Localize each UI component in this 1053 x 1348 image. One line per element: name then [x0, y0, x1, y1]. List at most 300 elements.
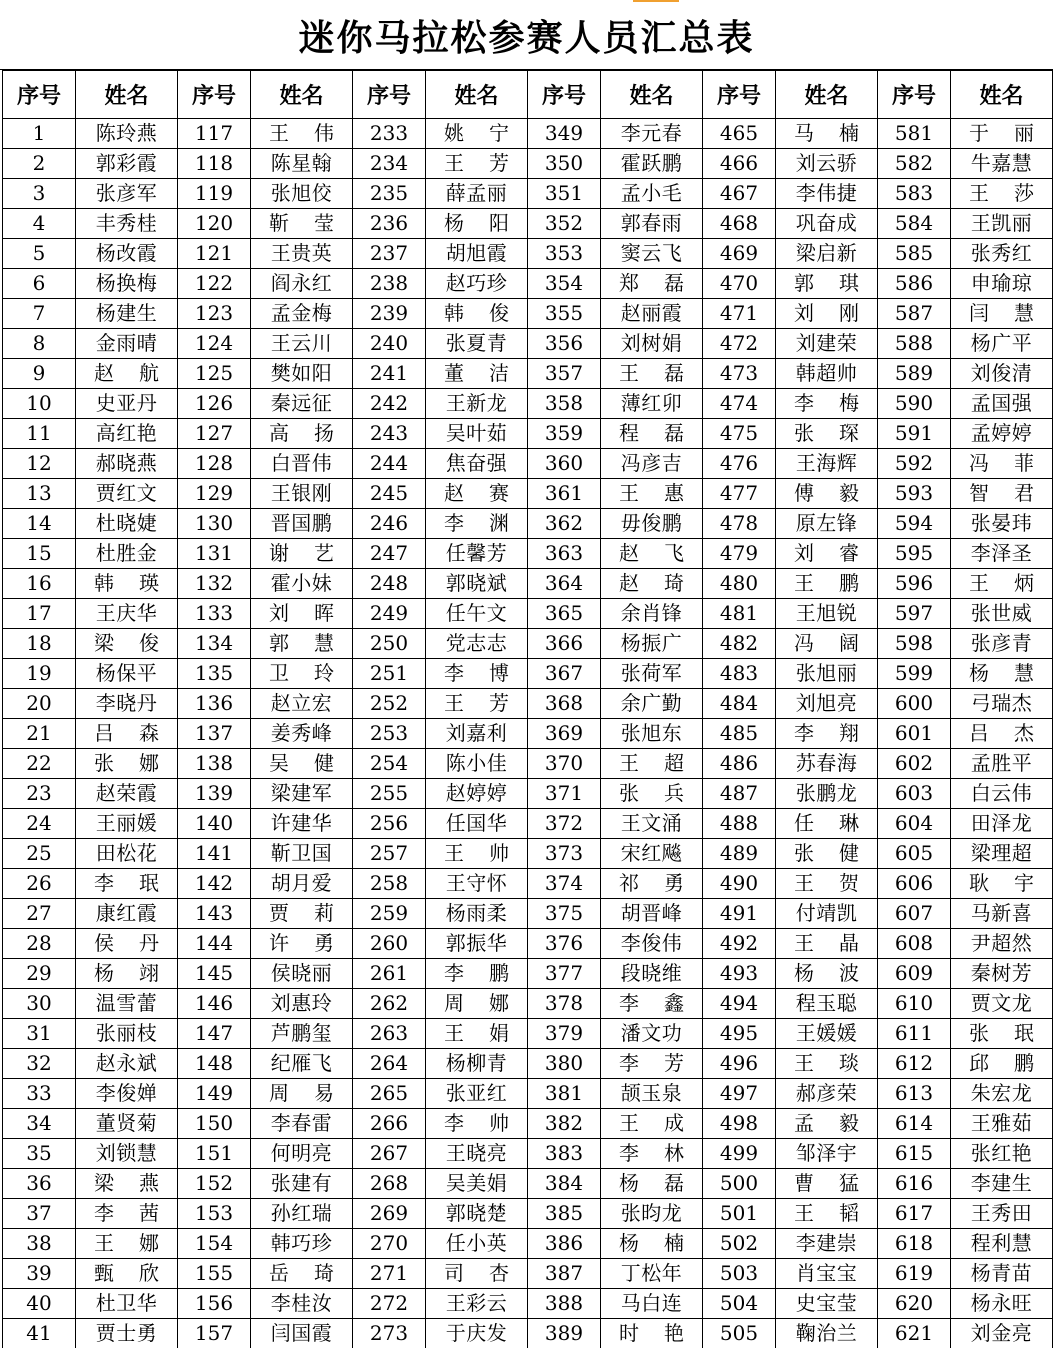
- name-cell[interactable]: 张昀龙: [601, 1199, 703, 1229]
- number-cell[interactable]: 142: [178, 869, 251, 899]
- name-cell[interactable]: 李桂汝: [251, 1289, 353, 1319]
- name-cell[interactable]: 冯彦吉: [601, 449, 703, 479]
- name-cell[interactable]: 侯丹: [76, 929, 178, 959]
- name-cell[interactable]: 韩俊: [426, 299, 528, 329]
- number-cell[interactable]: 599: [878, 659, 951, 689]
- name-cell[interactable]: 王银刚: [251, 479, 353, 509]
- name-cell[interactable]: 杜晓婕: [76, 509, 178, 539]
- number-cell[interactable]: 242: [353, 389, 426, 419]
- name-cell[interactable]: 董贤菊: [76, 1109, 178, 1139]
- name-cell[interactable]: 杨青苗: [951, 1259, 1053, 1289]
- number-cell[interactable]: 615: [878, 1139, 951, 1169]
- number-cell[interactable]: 378: [528, 989, 601, 1019]
- number-cell[interactable]: 352: [528, 209, 601, 239]
- number-cell[interactable]: 7: [3, 299, 76, 329]
- number-cell[interactable]: 601: [878, 719, 951, 749]
- name-cell[interactable]: 芦鹏玺: [251, 1019, 353, 1049]
- number-cell[interactable]: 132: [178, 569, 251, 599]
- number-cell[interactable]: 620: [878, 1289, 951, 1319]
- name-cell[interactable]: 王海辉: [776, 449, 878, 479]
- name-cell[interactable]: 王芳: [426, 689, 528, 719]
- number-cell[interactable]: 25: [3, 839, 76, 869]
- number-cell[interactable]: 37: [3, 1199, 76, 1229]
- number-cell[interactable]: 263: [353, 1019, 426, 1049]
- number-cell[interactable]: 137: [178, 719, 251, 749]
- name-cell[interactable]: 王新龙: [426, 389, 528, 419]
- number-cell[interactable]: 22: [3, 749, 76, 779]
- name-cell[interactable]: 纪雁飞: [251, 1049, 353, 1079]
- number-cell[interactable]: 381: [528, 1079, 601, 1109]
- number-cell[interactable]: 244: [353, 449, 426, 479]
- number-cell[interactable]: 258: [353, 869, 426, 899]
- number-cell[interactable]: 272: [353, 1289, 426, 1319]
- name-cell[interactable]: 李俊伟: [601, 929, 703, 959]
- name-cell[interactable]: 赵航: [76, 359, 178, 389]
- number-cell[interactable]: 143: [178, 899, 251, 929]
- name-cell[interactable]: 谢艺: [251, 539, 353, 569]
- number-cell[interactable]: 376: [528, 929, 601, 959]
- name-cell[interactable]: 颉玉泉: [601, 1079, 703, 1109]
- number-cell[interactable]: 389: [528, 1319, 601, 1348]
- name-cell[interactable]: 傅毅: [776, 479, 878, 509]
- number-cell[interactable]: 595: [878, 539, 951, 569]
- name-cell[interactable]: 赵婷婷: [426, 779, 528, 809]
- number-cell[interactable]: 485: [703, 719, 776, 749]
- number-cell[interactable]: 467: [703, 179, 776, 209]
- name-cell[interactable]: 张荷军: [601, 659, 703, 689]
- number-cell[interactable]: 265: [353, 1079, 426, 1109]
- name-cell[interactable]: 梁启新: [776, 239, 878, 269]
- name-cell[interactable]: 陈小佳: [426, 749, 528, 779]
- name-cell[interactable]: 郭振华: [426, 929, 528, 959]
- number-cell[interactable]: 489: [703, 839, 776, 869]
- number-cell[interactable]: 117: [178, 119, 251, 149]
- number-cell[interactable]: 617: [878, 1199, 951, 1229]
- name-cell[interactable]: 于丽: [951, 119, 1053, 149]
- name-cell[interactable]: 赵荣霞: [76, 779, 178, 809]
- name-cell[interactable]: 李俊婵: [76, 1079, 178, 1109]
- number-cell[interactable]: 28: [3, 929, 76, 959]
- column-header-name[interactable]: 姓名: [426, 71, 528, 119]
- name-cell[interactable]: 孟金梅: [251, 299, 353, 329]
- number-cell[interactable]: 144: [178, 929, 251, 959]
- name-cell[interactable]: 李鹏: [426, 959, 528, 989]
- column-header-name[interactable]: 姓名: [601, 71, 703, 119]
- number-cell[interactable]: 598: [878, 629, 951, 659]
- number-cell[interactable]: 499: [703, 1139, 776, 1169]
- number-cell[interactable]: 20: [3, 689, 76, 719]
- number-cell[interactable]: 618: [878, 1229, 951, 1259]
- name-cell[interactable]: 王莎: [951, 179, 1053, 209]
- number-cell[interactable]: 364: [528, 569, 601, 599]
- number-cell[interactable]: 13: [3, 479, 76, 509]
- name-cell[interactable]: 白云伟: [951, 779, 1053, 809]
- number-cell[interactable]: 17: [3, 599, 76, 629]
- name-cell[interactable]: 秦远征: [251, 389, 353, 419]
- number-cell[interactable]: 590: [878, 389, 951, 419]
- number-cell[interactable]: 245: [353, 479, 426, 509]
- number-cell[interactable]: 596: [878, 569, 951, 599]
- name-cell[interactable]: 赵琦: [601, 569, 703, 599]
- name-cell[interactable]: 贾士勇: [76, 1319, 178, 1348]
- name-cell[interactable]: 秦树芳: [951, 959, 1053, 989]
- name-cell[interactable]: 李晓丹: [76, 689, 178, 719]
- name-cell[interactable]: 吕杰: [951, 719, 1053, 749]
- name-cell[interactable]: 刘惠玲: [251, 989, 353, 1019]
- number-cell[interactable]: 600: [878, 689, 951, 719]
- name-cell[interactable]: 韩瑛: [76, 569, 178, 599]
- name-cell[interactable]: 郭琪: [776, 269, 878, 299]
- name-cell[interactable]: 李博: [426, 659, 528, 689]
- name-cell[interactable]: 郝晓燕: [76, 449, 178, 479]
- name-cell[interactable]: 许建华: [251, 809, 353, 839]
- number-cell[interactable]: 262: [353, 989, 426, 1019]
- number-cell[interactable]: 611: [878, 1019, 951, 1049]
- number-cell[interactable]: 14: [3, 509, 76, 539]
- number-cell[interactable]: 256: [353, 809, 426, 839]
- name-cell[interactable]: 阎永红: [251, 269, 353, 299]
- name-cell[interactable]: 张建有: [251, 1169, 353, 1199]
- name-cell[interactable]: 王芳: [426, 149, 528, 179]
- number-cell[interactable]: 359: [528, 419, 601, 449]
- number-cell[interactable]: 373: [528, 839, 601, 869]
- name-cell[interactable]: 王贺: [776, 869, 878, 899]
- number-cell[interactable]: 41: [3, 1319, 76, 1348]
- name-cell[interactable]: 郑磊: [601, 269, 703, 299]
- number-cell[interactable]: 253: [353, 719, 426, 749]
- number-cell[interactable]: 24: [3, 809, 76, 839]
- number-cell[interactable]: 153: [178, 1199, 251, 1229]
- number-cell[interactable]: 363: [528, 539, 601, 569]
- number-cell[interactable]: 29: [3, 959, 76, 989]
- name-cell[interactable]: 王贵英: [251, 239, 353, 269]
- name-cell[interactable]: 于庆发: [426, 1319, 528, 1348]
- name-cell[interactable]: 余广勤: [601, 689, 703, 719]
- number-cell[interactable]: 478: [703, 509, 776, 539]
- name-cell[interactable]: 张兵: [601, 779, 703, 809]
- number-cell[interactable]: 259: [353, 899, 426, 929]
- number-cell[interactable]: 255: [353, 779, 426, 809]
- number-cell[interactable]: 370: [528, 749, 601, 779]
- number-cell[interactable]: 129: [178, 479, 251, 509]
- name-cell[interactable]: 刘晖: [251, 599, 353, 629]
- name-cell[interactable]: 牛嘉慧: [951, 149, 1053, 179]
- name-cell[interactable]: 王云川: [251, 329, 353, 359]
- number-cell[interactable]: 589: [878, 359, 951, 389]
- name-cell[interactable]: 原左锋: [776, 509, 878, 539]
- number-cell[interactable]: 497: [703, 1079, 776, 1109]
- name-cell[interactable]: 程玉聪: [776, 989, 878, 1019]
- number-cell[interactable]: 254: [353, 749, 426, 779]
- number-cell[interactable]: 269: [353, 1199, 426, 1229]
- number-cell[interactable]: 597: [878, 599, 951, 629]
- name-cell[interactable]: 胡晋峰: [601, 899, 703, 929]
- name-cell[interactable]: 董洁: [426, 359, 528, 389]
- name-cell[interactable]: 杨雨柔: [426, 899, 528, 929]
- number-cell[interactable]: 119: [178, 179, 251, 209]
- name-cell[interactable]: 王庆华: [76, 599, 178, 629]
- number-cell[interactable]: 251: [353, 659, 426, 689]
- number-cell[interactable]: 128: [178, 449, 251, 479]
- name-cell[interactable]: 胡旭霞: [426, 239, 528, 269]
- number-cell[interactable]: 11: [3, 419, 76, 449]
- name-cell[interactable]: 杨保平: [76, 659, 178, 689]
- number-cell[interactable]: 2: [3, 149, 76, 179]
- name-cell[interactable]: 霍小妹: [251, 569, 353, 599]
- name-cell[interactable]: 吴美娟: [426, 1169, 528, 1199]
- name-cell[interactable]: 刘树娟: [601, 329, 703, 359]
- number-cell[interactable]: 468: [703, 209, 776, 239]
- name-cell[interactable]: 王媛媛: [776, 1019, 878, 1049]
- number-cell[interactable]: 380: [528, 1049, 601, 1079]
- number-cell[interactable]: 16: [3, 569, 76, 599]
- number-cell[interactable]: 4: [3, 209, 76, 239]
- number-cell[interactable]: 271: [353, 1259, 426, 1289]
- name-cell[interactable]: 孟小毛: [601, 179, 703, 209]
- name-cell[interactable]: 靳莹: [251, 209, 353, 239]
- number-cell[interactable]: 614: [878, 1109, 951, 1139]
- name-cell[interactable]: 张鹏龙: [776, 779, 878, 809]
- number-cell[interactable]: 1: [3, 119, 76, 149]
- number-cell[interactable]: 503: [703, 1259, 776, 1289]
- number-cell[interactable]: 504: [703, 1289, 776, 1319]
- number-cell[interactable]: 248: [353, 569, 426, 599]
- number-cell[interactable]: 350: [528, 149, 601, 179]
- number-cell[interactable]: 605: [878, 839, 951, 869]
- name-cell[interactable]: 李帅: [426, 1109, 528, 1139]
- number-cell[interactable]: 477: [703, 479, 776, 509]
- name-cell[interactable]: 李建崇: [776, 1229, 878, 1259]
- number-cell[interactable]: 500: [703, 1169, 776, 1199]
- name-cell[interactable]: 张世威: [951, 599, 1053, 629]
- name-cell[interactable]: 司杏: [426, 1259, 528, 1289]
- number-cell[interactable]: 130: [178, 509, 251, 539]
- name-cell[interactable]: 何明亮: [251, 1139, 353, 1169]
- number-cell[interactable]: 484: [703, 689, 776, 719]
- title-row[interactable]: [0, 0, 1053, 70]
- name-cell[interactable]: 王秀田: [951, 1199, 1053, 1229]
- name-cell[interactable]: 任小英: [426, 1229, 528, 1259]
- name-cell[interactable]: 耿宇: [951, 869, 1053, 899]
- number-cell[interactable]: 353: [528, 239, 601, 269]
- number-cell[interactable]: 123: [178, 299, 251, 329]
- name-cell[interactable]: 李芳: [601, 1049, 703, 1079]
- number-cell[interactable]: 375: [528, 899, 601, 929]
- number-cell[interactable]: 21: [3, 719, 76, 749]
- name-cell[interactable]: 李建生: [951, 1169, 1053, 1199]
- number-cell[interactable]: 252: [353, 689, 426, 719]
- number-cell[interactable]: 592: [878, 449, 951, 479]
- name-cell[interactable]: 刘金亮: [951, 1319, 1053, 1348]
- number-cell[interactable]: 361: [528, 479, 601, 509]
- name-cell[interactable]: 王伟: [251, 119, 353, 149]
- number-cell[interactable]: 374: [528, 869, 601, 899]
- name-cell[interactable]: 余肖锋: [601, 599, 703, 629]
- number-cell[interactable]: 382: [528, 1109, 601, 1139]
- number-cell[interactable]: 23: [3, 779, 76, 809]
- name-cell[interactable]: 马白连: [601, 1289, 703, 1319]
- number-cell[interactable]: 488: [703, 809, 776, 839]
- name-cell[interactable]: 郭晓楚: [426, 1199, 528, 1229]
- name-cell[interactable]: 梁俊: [76, 629, 178, 659]
- number-cell[interactable]: 239: [353, 299, 426, 329]
- name-cell[interactable]: 张秀红: [951, 239, 1053, 269]
- number-cell[interactable]: 584: [878, 209, 951, 239]
- name-cell[interactable]: 张旭佼: [251, 179, 353, 209]
- name-cell[interactable]: 任午文: [426, 599, 528, 629]
- name-cell[interactable]: 孟国强: [951, 389, 1053, 419]
- name-cell[interactable]: 程磊: [601, 419, 703, 449]
- number-cell[interactable]: 12: [3, 449, 76, 479]
- number-cell[interactable]: 246: [353, 509, 426, 539]
- number-cell[interactable]: 582: [878, 149, 951, 179]
- column-header-name[interactable]: 姓名: [251, 71, 353, 119]
- number-cell[interactable]: 135: [178, 659, 251, 689]
- name-cell[interactable]: 李茜: [76, 1199, 178, 1229]
- name-cell[interactable]: 孟胜平: [951, 749, 1053, 779]
- number-cell[interactable]: 241: [353, 359, 426, 389]
- number-cell[interactable]: 368: [528, 689, 601, 719]
- number-cell[interactable]: 9: [3, 359, 76, 389]
- number-cell[interactable]: 384: [528, 1169, 601, 1199]
- number-cell[interactable]: 366: [528, 629, 601, 659]
- name-cell[interactable]: 刘旭亮: [776, 689, 878, 719]
- name-cell[interactable]: 贾红文: [76, 479, 178, 509]
- name-cell[interactable]: 邱鹏: [951, 1049, 1053, 1079]
- number-cell[interactable]: 18: [3, 629, 76, 659]
- number-cell[interactable]: 261: [353, 959, 426, 989]
- number-cell[interactable]: 379: [528, 1019, 601, 1049]
- name-cell[interactable]: 王文涌: [601, 809, 703, 839]
- name-cell[interactable]: 郭慧: [251, 629, 353, 659]
- number-cell[interactable]: 240: [353, 329, 426, 359]
- name-cell[interactable]: 杨波: [776, 959, 878, 989]
- name-cell[interactable]: 孟毅: [776, 1109, 878, 1139]
- name-cell[interactable]: 王鹏: [776, 569, 878, 599]
- number-cell[interactable]: 613: [878, 1079, 951, 1109]
- name-cell[interactable]: 马新喜: [951, 899, 1053, 929]
- number-cell[interactable]: 587: [878, 299, 951, 329]
- name-cell[interactable]: 李渊: [426, 509, 528, 539]
- number-cell[interactable]: 40: [3, 1289, 76, 1319]
- number-cell[interactable]: 469: [703, 239, 776, 269]
- number-cell[interactable]: 156: [178, 1289, 251, 1319]
- number-cell[interactable]: 266: [353, 1109, 426, 1139]
- name-cell[interactable]: 毋俊鹏: [601, 509, 703, 539]
- number-cell[interactable]: 134: [178, 629, 251, 659]
- name-cell[interactable]: 王雅茹: [951, 1109, 1053, 1139]
- name-cell[interactable]: 张红艳: [951, 1139, 1053, 1169]
- number-cell[interactable]: 15: [3, 539, 76, 569]
- number-cell[interactable]: 472: [703, 329, 776, 359]
- number-cell[interactable]: 233: [353, 119, 426, 149]
- number-cell[interactable]: 501: [703, 1199, 776, 1229]
- number-cell[interactable]: 385: [528, 1199, 601, 1229]
- number-cell[interactable]: 236: [353, 209, 426, 239]
- column-header-number[interactable]: 序号: [353, 71, 426, 119]
- name-cell[interactable]: 胡月爱: [251, 869, 353, 899]
- name-cell[interactable]: 王晓亮: [426, 1139, 528, 1169]
- column-header-name[interactable]: 姓名: [951, 71, 1053, 119]
- name-cell[interactable]: 张晏玮: [951, 509, 1053, 539]
- number-cell[interactable]: 356: [528, 329, 601, 359]
- number-cell[interactable]: 490: [703, 869, 776, 899]
- number-cell[interactable]: 586: [878, 269, 951, 299]
- name-cell[interactable]: 段晓维: [601, 959, 703, 989]
- name-cell[interactable]: 丰秀桂: [76, 209, 178, 239]
- name-cell[interactable]: 刘云骄: [776, 149, 878, 179]
- name-cell[interactable]: 付靖凯: [776, 899, 878, 929]
- name-cell[interactable]: 王晶: [776, 929, 878, 959]
- column-header-number[interactable]: 序号: [178, 71, 251, 119]
- number-cell[interactable]: 270: [353, 1229, 426, 1259]
- number-cell[interactable]: 120: [178, 209, 251, 239]
- name-cell[interactable]: 苏春海: [776, 749, 878, 779]
- name-cell[interactable]: 尹超然: [951, 929, 1053, 959]
- number-cell[interactable]: 502: [703, 1229, 776, 1259]
- column-header-name[interactable]: 姓名: [76, 71, 178, 119]
- name-cell[interactable]: 梁理超: [951, 839, 1053, 869]
- name-cell[interactable]: 王彩云: [426, 1289, 528, 1319]
- number-cell[interactable]: 583: [878, 179, 951, 209]
- name-cell[interactable]: 申瑜琼: [951, 269, 1053, 299]
- number-cell[interactable]: 593: [878, 479, 951, 509]
- name-cell[interactable]: 冯阔: [776, 629, 878, 659]
- number-cell[interactable]: 354: [528, 269, 601, 299]
- name-cell[interactable]: 梁建军: [251, 779, 353, 809]
- name-cell[interactable]: 吴叶茹: [426, 419, 528, 449]
- name-cell[interactable]: 杨翊: [76, 959, 178, 989]
- name-cell[interactable]: 赵立宏: [251, 689, 353, 719]
- number-cell[interactable]: 151: [178, 1139, 251, 1169]
- name-cell[interactable]: 康红霞: [76, 899, 178, 929]
- number-cell[interactable]: 273: [353, 1319, 426, 1348]
- number-cell[interactable]: 479: [703, 539, 776, 569]
- number-cell[interactable]: 609: [878, 959, 951, 989]
- number-cell[interactable]: 238: [353, 269, 426, 299]
- name-cell[interactable]: 王守怀: [426, 869, 528, 899]
- name-cell[interactable]: 张亚红: [426, 1079, 528, 1109]
- number-cell[interactable]: 603: [878, 779, 951, 809]
- number-cell[interactable]: 260: [353, 929, 426, 959]
- name-cell[interactable]: 杨永旺: [951, 1289, 1053, 1319]
- name-cell[interactable]: 刘睿: [776, 539, 878, 569]
- number-cell[interactable]: 34: [3, 1109, 76, 1139]
- number-cell[interactable]: 139: [178, 779, 251, 809]
- name-cell[interactable]: 杨慧: [951, 659, 1053, 689]
- name-cell[interactable]: 李元春: [601, 119, 703, 149]
- name-cell[interactable]: 许勇: [251, 929, 353, 959]
- number-cell[interactable]: 5: [3, 239, 76, 269]
- number-cell[interactable]: 122: [178, 269, 251, 299]
- name-cell[interactable]: 任馨芳: [426, 539, 528, 569]
- name-cell[interactable]: 郭春雨: [601, 209, 703, 239]
- number-cell[interactable]: 3: [3, 179, 76, 209]
- number-cell[interactable]: 474: [703, 389, 776, 419]
- name-cell[interactable]: 刘刚: [776, 299, 878, 329]
- number-cell[interactable]: 621: [878, 1319, 951, 1348]
- name-cell[interactable]: 冯菲: [951, 449, 1053, 479]
- name-cell[interactable]: 杨楠: [601, 1229, 703, 1259]
- name-cell[interactable]: 窦云飞: [601, 239, 703, 269]
- name-cell[interactable]: 党志志: [426, 629, 528, 659]
- name-cell[interactable]: 赵飞: [601, 539, 703, 569]
- number-cell[interactable]: 31: [3, 1019, 76, 1049]
- number-cell[interactable]: 386: [528, 1229, 601, 1259]
- number-cell[interactable]: 146: [178, 989, 251, 1019]
- name-cell[interactable]: 王旭锐: [776, 599, 878, 629]
- name-cell[interactable]: 杨换梅: [76, 269, 178, 299]
